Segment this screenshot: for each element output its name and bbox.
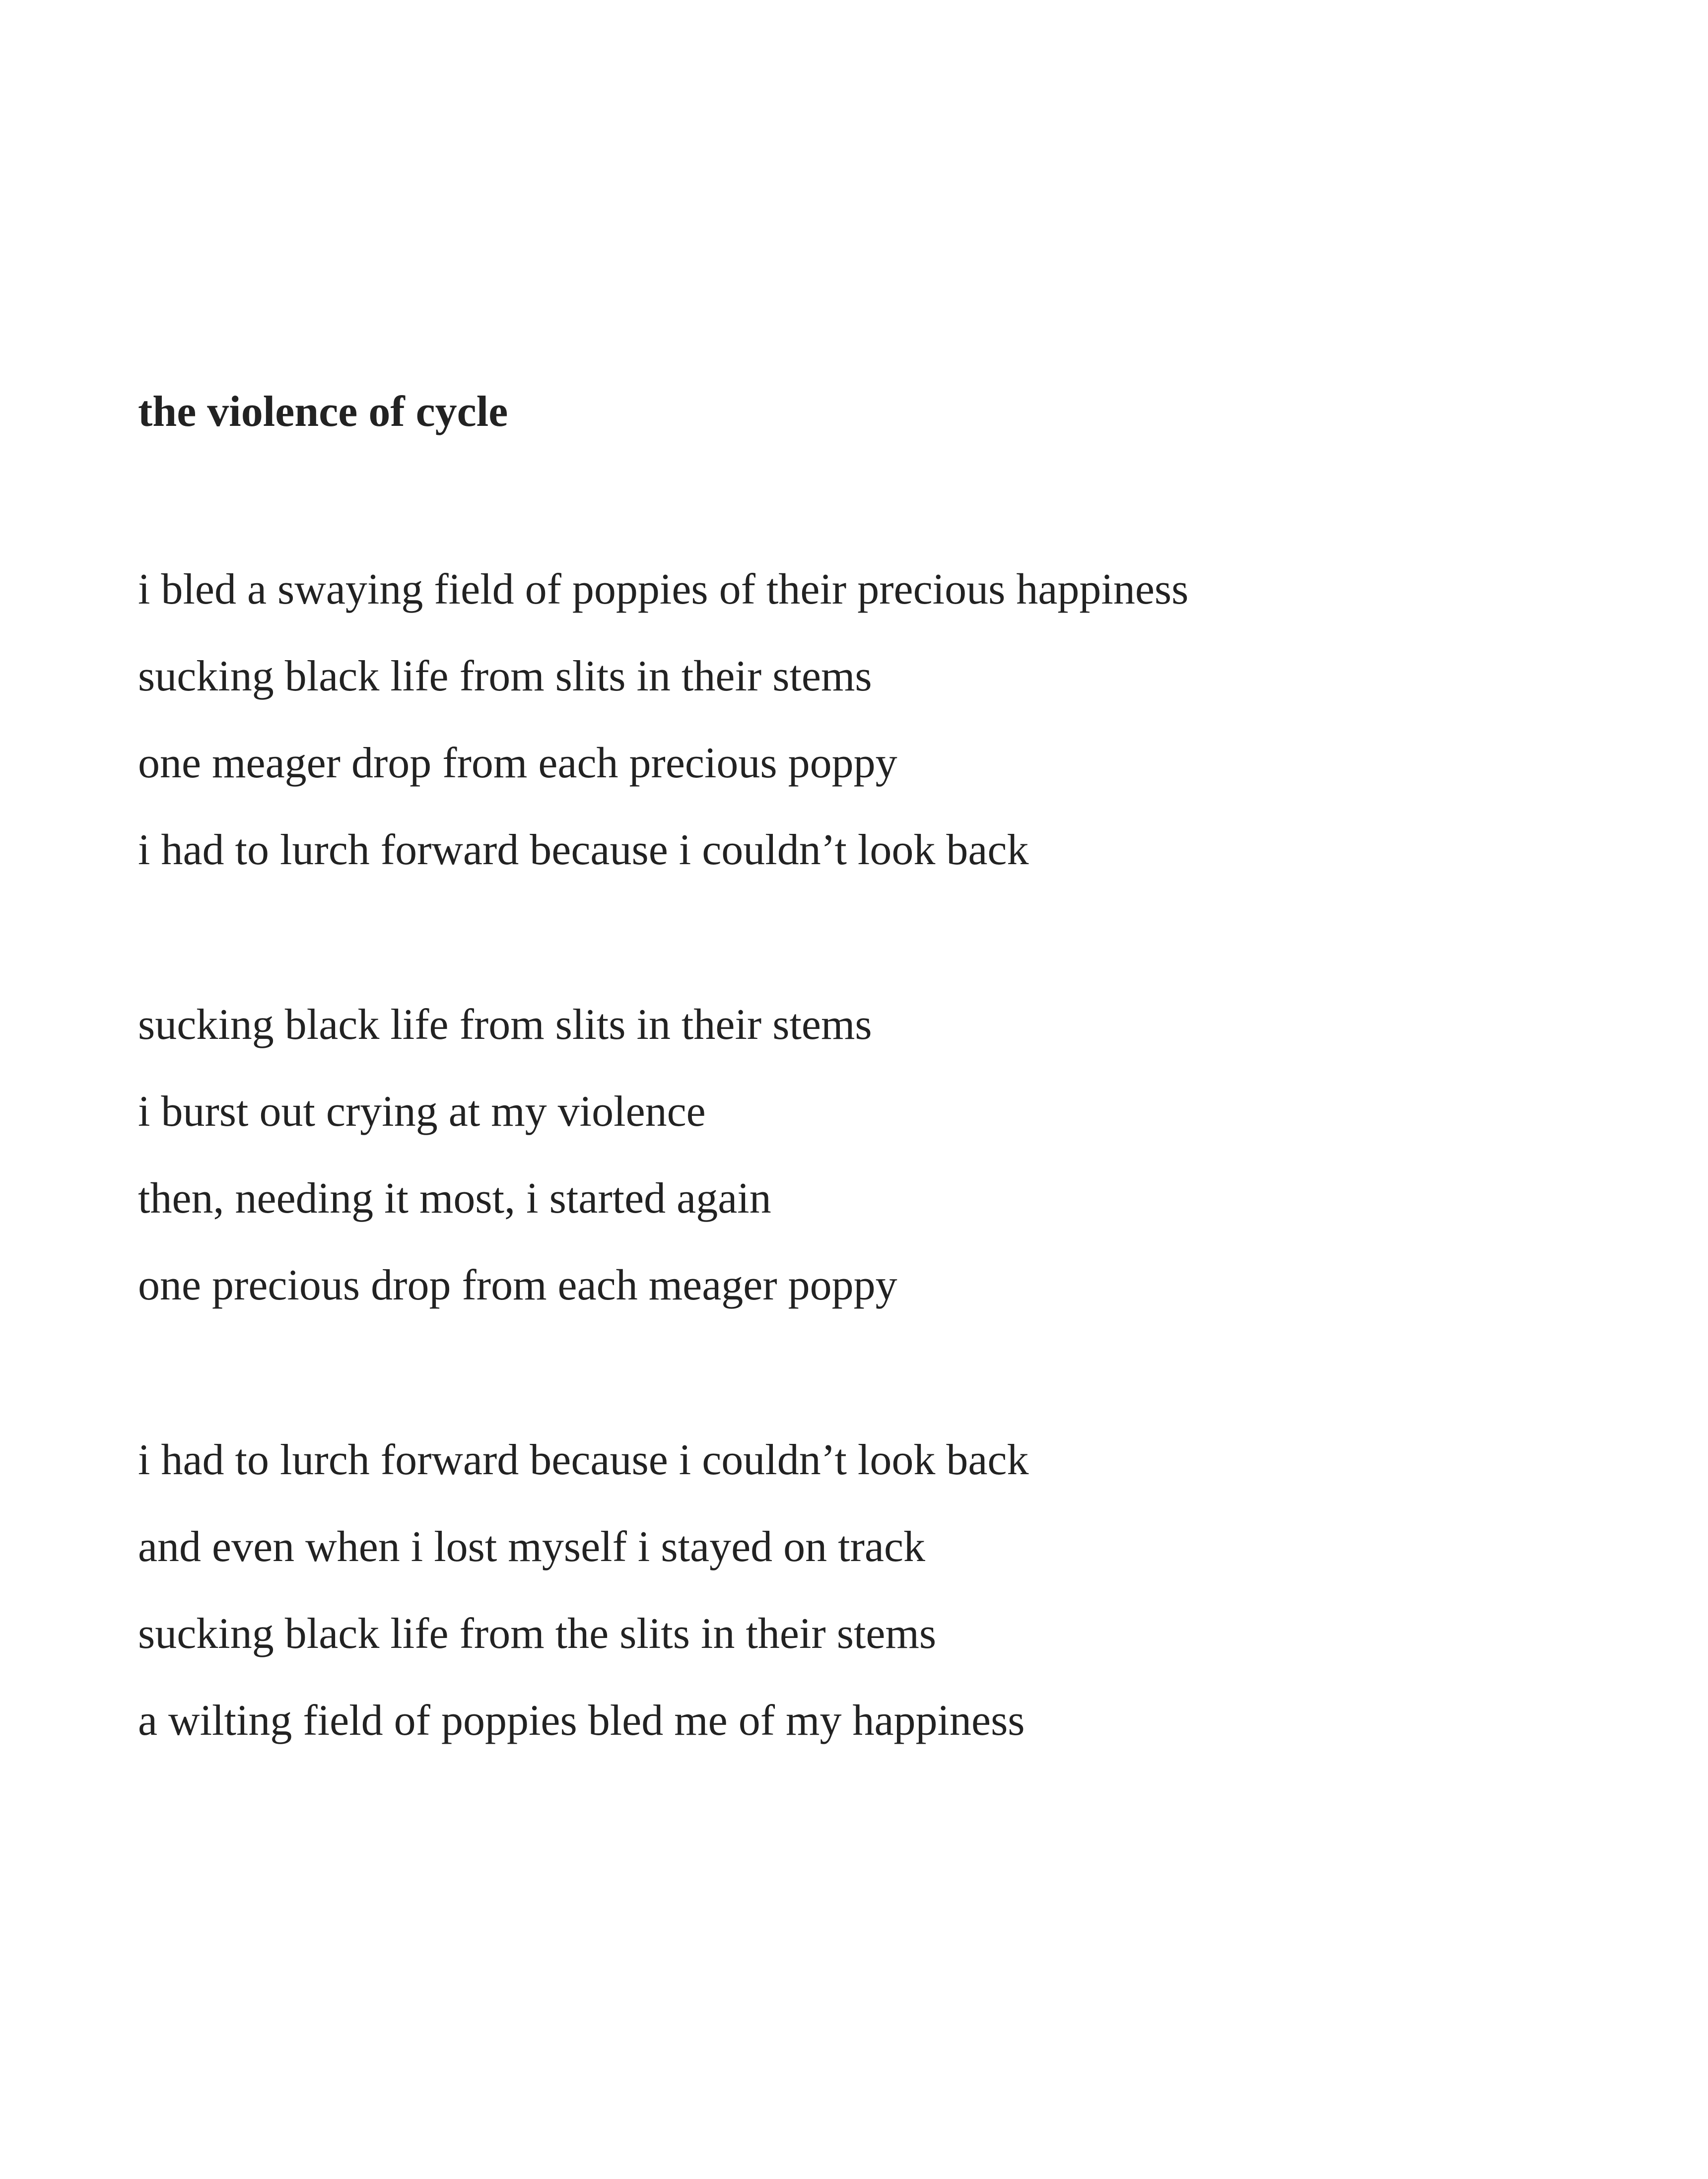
poem-line: i burst out crying at my violence [138, 1088, 706, 1136]
poem-line: one meager drop from each precious poppy [138, 739, 897, 787]
poem-line: i bled a swaying field of poppies of their precious happiness [138, 565, 1189, 613]
poem-line: sucking black life from the slits in their stems [138, 1610, 937, 1658]
poem-line: i had to lurch forward because i couldn’t look back [138, 826, 1029, 874]
poem-line: i had to lurch forward because i couldn’t look back [138, 1436, 1029, 1484]
poem-title: the violence of cycle [138, 388, 508, 436]
poem-line: a wilting field of poppies bled me of my happiness [138, 1697, 1025, 1745]
poem-line: then, needing it most, i started again [138, 1174, 771, 1223]
poem-line: sucking black life from slits in their stems [138, 1001, 872, 1049]
poem-line: one precious drop from each meager poppy [138, 1261, 897, 1309]
poem-line: sucking black life from slits in their stems [138, 652, 872, 700]
poem-line: and even when i lost myself i stayed on track [138, 1523, 926, 1571]
